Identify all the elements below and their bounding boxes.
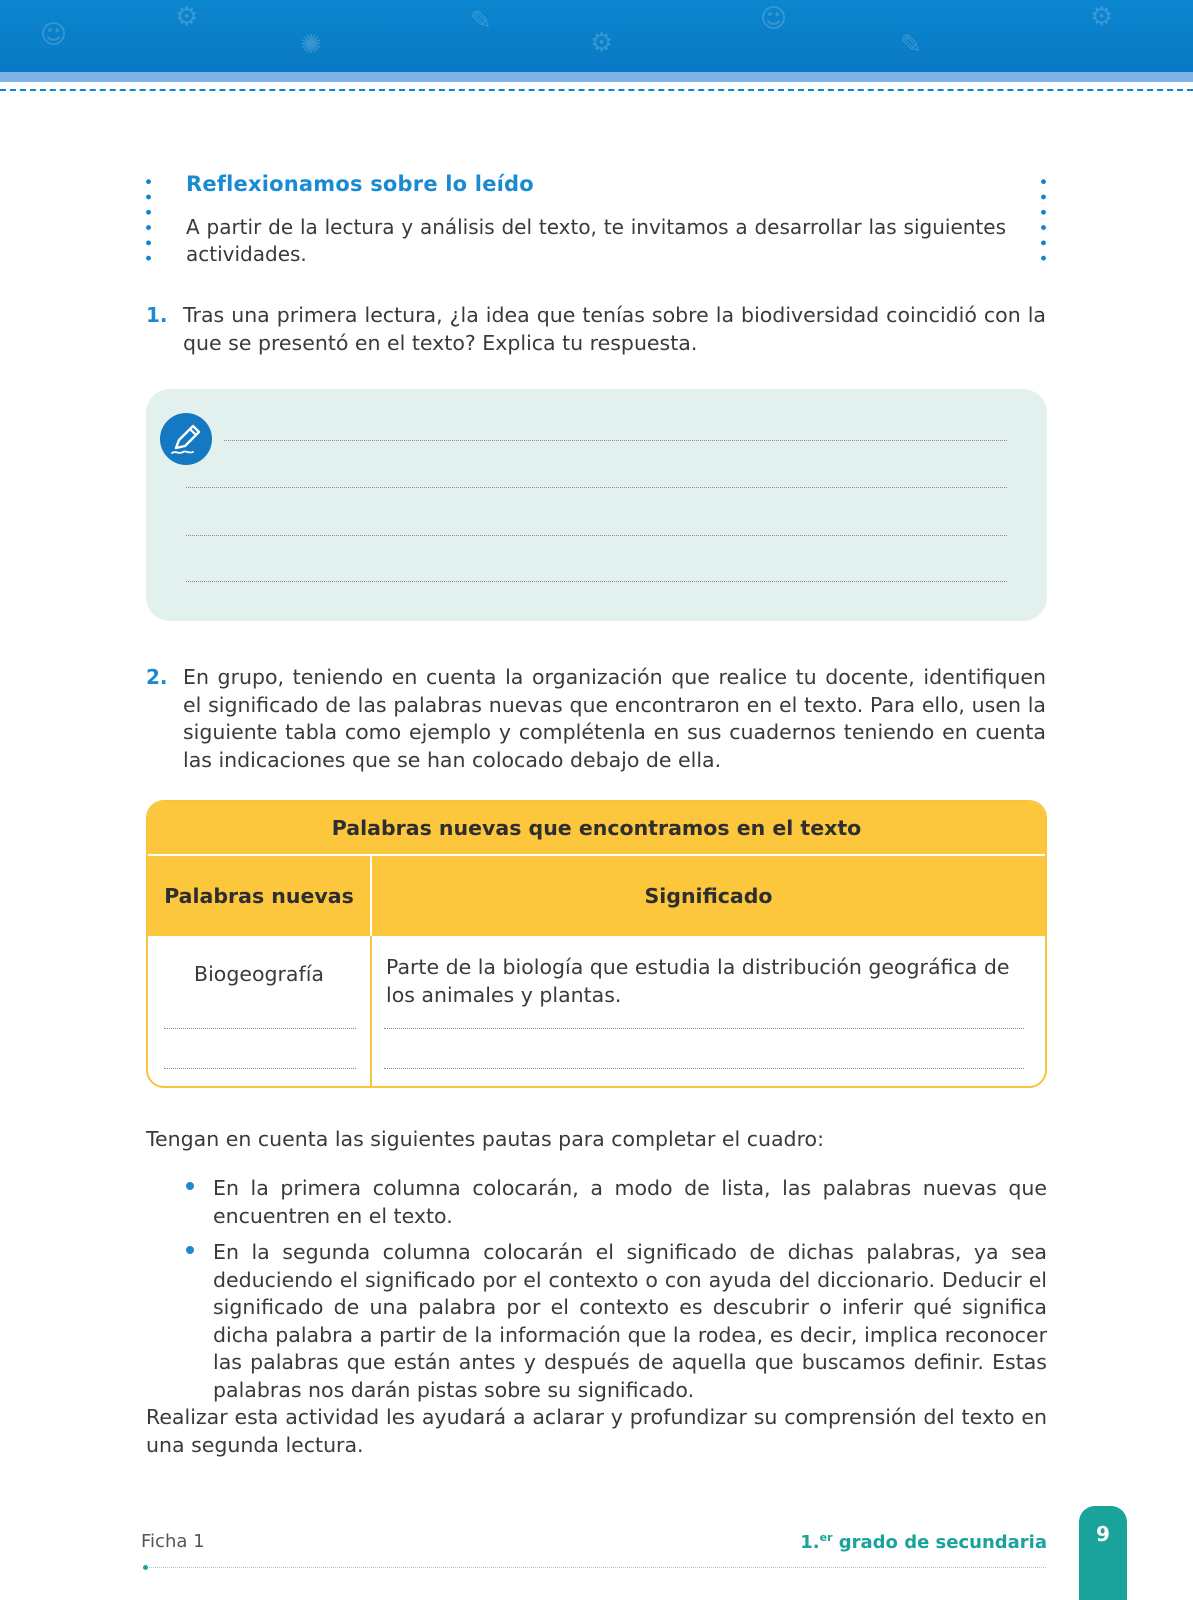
bullet-icon — [186, 1182, 194, 1190]
question-text: Tras una primera lectura, ¿la idea que tenías sobre la biodiversidad coincidió con la que se presentó en el texto? Explica tu respuesta. — [183, 303, 1046, 355]
page-number: 9 — [1079, 1506, 1127, 1600]
gear-icon: ⚙ — [175, 2, 199, 32]
doodle-icon: ☺ — [40, 20, 68, 50]
question-1 — [146, 302, 1046, 362]
doodle-icon: ☺ — [760, 4, 788, 34]
answer-line[interactable] — [186, 487, 1007, 488]
question-number: 2. — [146, 665, 168, 689]
header-divider — [370, 856, 372, 936]
dotted-border-right — [1041, 174, 1046, 266]
table-cell-word: Biogeografía — [194, 962, 324, 986]
footer-divider — [146, 1567, 1046, 1568]
table-answer-line[interactable] — [164, 1068, 356, 1069]
question-2 — [146, 664, 1046, 776]
table-cell-meaning: Parte de la biología que estudia la distribución geográfica de los animales y plantas. — [386, 955, 1010, 1007]
answer-line[interactable] — [224, 440, 1007, 441]
table-answer-line[interactable] — [384, 1068, 1024, 1069]
banner-strip — [0, 72, 1193, 82]
header-banner — [0, 0, 1193, 72]
footer-dot — [143, 1565, 148, 1570]
answer-line[interactable] — [186, 581, 1007, 582]
footer-grade — [800, 1531, 1047, 1553]
question-text: En grupo, teniendo en cuenta la organización que realice tu docente, identifiquen el significado de las palabras nuevas que encontraron en el texto. Para ello, usen la siguiente tabla como ejemplo y complétenla en sus cuadernos teniendo en cuenta las indicaciones que se han colocado debajo de ella. — [183, 665, 1046, 772]
closing-paragraph: Realizar esta actividad les ayudará a aclarar y profundizar su comprensión del texto en una segunda lectura. — [146, 1405, 1047, 1457]
vocabulary-table — [146, 800, 1047, 1088]
answer-box — [146, 389, 1047, 621]
answer-line[interactable] — [186, 535, 1007, 536]
column-header-meaning: Significado — [372, 856, 1045, 936]
table-answer-line[interactable] — [384, 1028, 1024, 1029]
guideline-bullet-1: En la primera columna colocarán, a modo de lista, las palabras nuevas que encuentren en el texto. — [213, 1176, 1047, 1228]
reflection-section — [146, 172, 1046, 268]
banner-divider — [0, 89, 1193, 91]
lightbulb-icon: ✺ — [300, 30, 322, 60]
doodle-icon: ✎ — [900, 30, 922, 60]
pencil-icon — [160, 413, 212, 465]
grade-rest: grado de secundaria — [832, 1532, 1047, 1553]
section-intro: A partir de la lectura y análisis del texto, te invitamos a desarrollar las siguientes actividades. — [186, 215, 1006, 266]
gear-icon: ⚙ — [590, 28, 614, 58]
bullet-icon — [186, 1246, 194, 1254]
guideline-bullet-2: En la segunda columna colocarán el significado de dichas palabras, ya sea deduciendo el significado por el contexto o con ayuda del diccionario. Deducir el significado de una palabra por el contexto es descubrir o inferir qué significa dicha palabra a partir de la información que la rodea, es decir, implica reconocer las palabras que están antes y después de aquella que buscamos definir. Estas palabras nos darán pistas sobre su significado. — [213, 1240, 1047, 1402]
footer-worksheet: Ficha 1 — [141, 1531, 205, 1552]
question-number: 1. — [146, 303, 168, 327]
gear-icon: ⚙ — [1090, 2, 1114, 32]
table-answer-line[interactable] — [164, 1028, 356, 1029]
section-title: Reflexionamos sobre lo leído — [186, 172, 534, 196]
table-title: Palabras nuevas que encontramos en el texto — [148, 802, 1045, 854]
doodle-icon: ✎ — [470, 6, 492, 36]
dotted-border-left — [146, 174, 151, 266]
grade-prefix: 1. — [800, 1532, 820, 1553]
grade-sup: er — [819, 1531, 833, 1544]
column-header-words: Palabras nuevas — [148, 856, 370, 936]
guidelines-intro: Tengan en cuenta las siguientes pautas para completar el cuadro: — [146, 1127, 825, 1151]
